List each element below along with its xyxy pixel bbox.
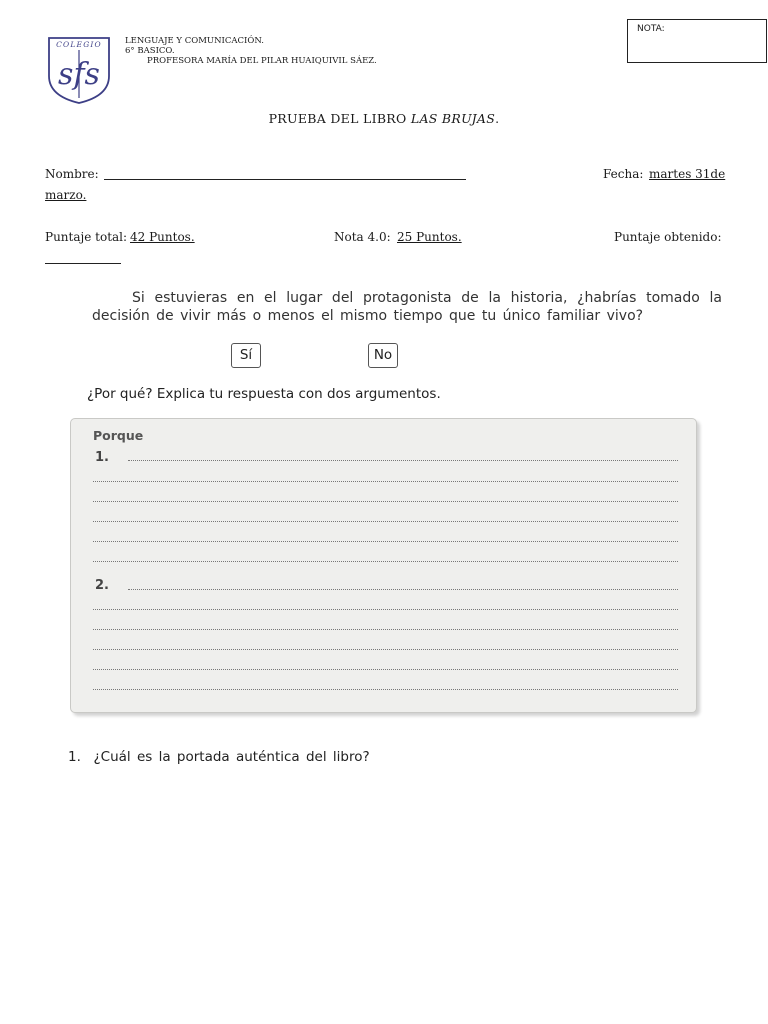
answer-line[interactable] [93, 541, 678, 542]
svg-text:sfs: sfs [58, 57, 100, 92]
answer-line[interactable] [93, 629, 678, 630]
answer-line[interactable] [93, 561, 678, 562]
teacher-text: PROFESORA MARÍA DEL PILAR HUAIQUIVIL SÁEZ. [147, 56, 377, 66]
answer-line[interactable] [93, 521, 678, 522]
answer-line[interactable] [93, 649, 678, 650]
school-info [125, 36, 377, 66]
obtained-field[interactable] [45, 263, 121, 264]
why-prompt: ¿Por qué? Explica tu respuesta con dos argumentos. [87, 386, 441, 402]
title-prefix: PRUEBA DEL LIBRO [268, 111, 411, 126]
date-label: Fecha: [603, 167, 644, 181]
passing-label: Nota 4.0: [334, 230, 391, 244]
obtained-label: Puntaje obtenido: [614, 230, 722, 244]
total-value: 42 Puntos. [130, 230, 195, 244]
no-option-button[interactable]: No [368, 343, 398, 368]
school-logo [47, 36, 111, 104]
school-crest-icon [47, 36, 111, 104]
title-suffix: . [495, 111, 500, 126]
yes-option-button[interactable]: Sí [231, 343, 261, 368]
next-question-number: 1. [68, 749, 81, 765]
next-question [68, 749, 370, 765]
answer-line[interactable] [93, 609, 678, 610]
date-value-cont: marzo. [45, 188, 87, 202]
answer-line[interactable] [128, 460, 678, 461]
title-book: LAS BRUJAS [410, 111, 496, 126]
page-title [0, 111, 768, 126]
answer-heading: Porque [93, 428, 144, 443]
subject-text: LENGUAJE Y COMUNICACIÓN. [125, 36, 264, 46]
answer-line[interactable] [93, 669, 678, 670]
question-text [92, 289, 722, 325]
nota-label: NOTA: [637, 24, 665, 34]
name-field[interactable] [104, 179, 466, 180]
passing-value: 25 Puntos. [397, 230, 462, 244]
answer-line[interactable] [93, 481, 678, 482]
answer-line[interactable] [128, 589, 678, 590]
grade-text: 6° BASICO. [125, 46, 175, 56]
date-value: martes 31de [649, 167, 726, 181]
total-label: Puntaje total: [45, 230, 128, 244]
answer-item-1-number: 1. [95, 450, 109, 465]
next-question-text: ¿Cuál es la portada auténtica del libro? [93, 749, 370, 765]
answer-line[interactable] [93, 689, 678, 690]
svg-text:COLEGIO: COLEGIO [56, 40, 102, 49]
answer-item-2-number: 2. [95, 578, 109, 593]
nota-box[interactable] [627, 19, 767, 63]
question-body: Si estuvieras en el lugar del protagonista de la historia, ¿habrías tomado la decisión de vivir más o menos el mismo tiempo que tu único familiar vivo? [92, 290, 722, 324]
answer-line[interactable] [93, 501, 678, 502]
name-label: Nombre: [45, 167, 99, 181]
